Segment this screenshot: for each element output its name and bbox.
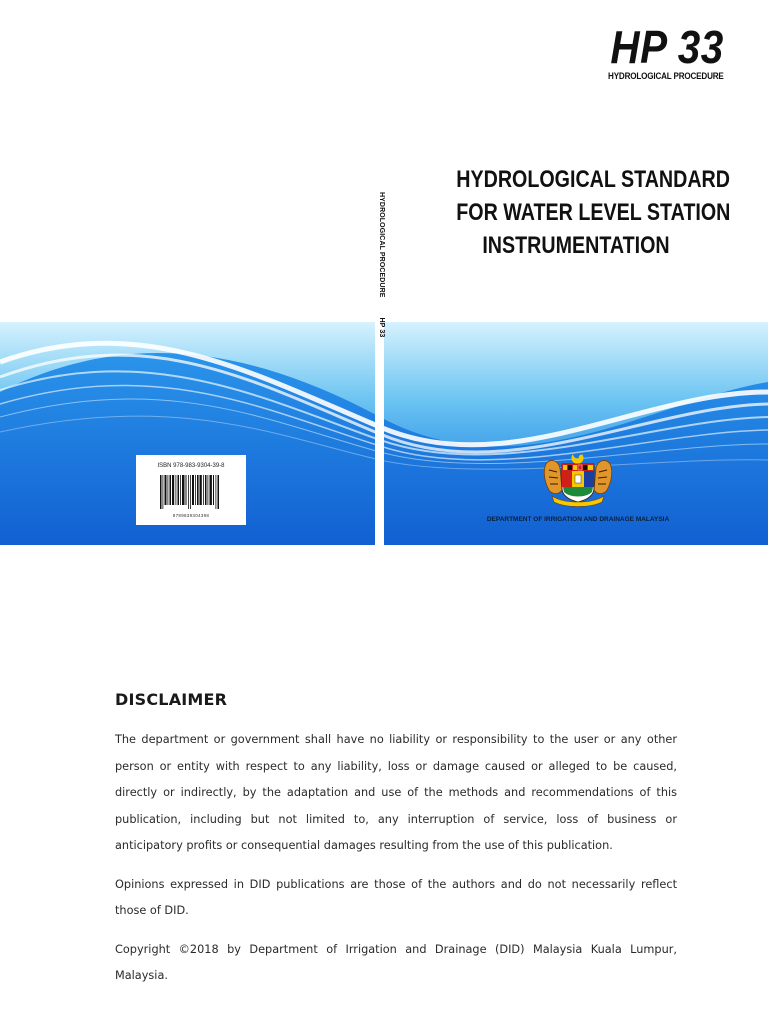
department-label: DEPARTMENT OF IRRIGATION AND DRAINAGE MALAYSIA <box>486 516 670 523</box>
hp-code: HP 33 <box>610 21 724 73</box>
barcode-digits: 9789839304398 <box>172 513 210 518</box>
spine-text <box>378 192 385 337</box>
disclaimer-paragraph-liability: The department or government shall have no liability or responsibility to the user or any other person or entity with respect to any liability, loss or damage caused or alleged to be caused, directly or indirectly, by the adaptation and use of the methods and recommendations of this publication, including but not limited to, any interruption of service, loss of business or anticipatory profits or consequential damages resulting from the use of this publication. <box>115 733 677 852</box>
disclaimer-paragraph-opinions: Opinions expressed in DID publications are those of the authors and do not necessarily reflect those of DID. <box>115 877 677 917</box>
disclaimer-heading: DISCLAIMER <box>115 690 228 709</box>
hp-code-block <box>595 21 724 81</box>
title-line-2: FOR WATER LEVEL STATION <box>456 199 731 226</box>
spine-series: HYDROLOGICAL PROCEDURE <box>378 192 385 298</box>
cover-title <box>430 163 731 262</box>
spine-code: HP 33 <box>378 317 385 338</box>
book-spine <box>367 192 391 342</box>
isbn-barcode-box <box>136 455 246 525</box>
title-line-1: HYDROLOGICAL STANDARD <box>456 166 730 193</box>
isbn-label: ISBN 978-983-9304-39-8 <box>157 463 225 469</box>
hp-series-label: HYDROLOGICAL PROCEDURE <box>608 71 724 81</box>
disclaimer-paragraph-copyright: Copyright ©2018 by Department of Irrigation and Drainage (DID) Malaysia Kuala Lumpur, Malaysia. <box>115 942 677 982</box>
disclaimer-section <box>115 690 677 1002</box>
wave-background <box>0 322 768 545</box>
title-line-3: INSTRUMENTATION <box>482 232 670 259</box>
malaysia-coat-of-arms-icon <box>540 450 616 508</box>
barcode-icon <box>160 475 220 509</box>
